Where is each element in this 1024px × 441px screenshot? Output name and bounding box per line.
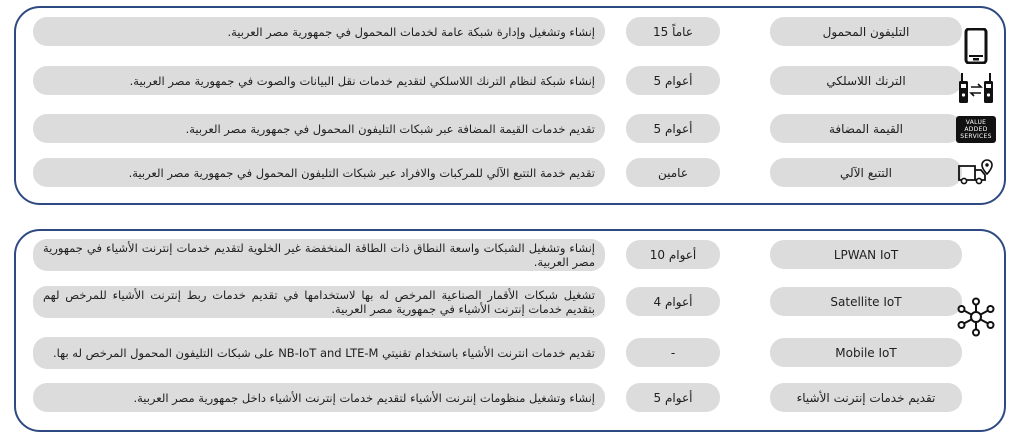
iot-service-duration: - [626,338,720,367]
iot-service-name: Mobile IoT [770,338,962,367]
mobile-phone-icon [953,26,999,66]
service-name: التتبع الآلي [770,158,962,187]
service-description: تقديم خدمات القيمة المضافة عبر شبكات التليفون المحمول في جمهورية مصر العربية. [33,114,605,143]
value-added-services-label: VALUE ADDED SERVICES [956,116,996,143]
iot-service-description: تشغيل شبكات الأقمار الصناعية المرخص له بها لاستخدامها في تقديم خدمات ربط إنترنت الأشياء للمرخص لهم بتقديم خدمات إنترنت الأشياء في جمهورية مصر العربية. [33,286,605,318]
iot-service-duration: 5 أعوام [626,383,720,412]
iot-service-name: LPWAN IoT [770,240,962,269]
iot-service-description: إنشاء وتشغيل الشبكات واسعة النطاق ذات الطاقة المنخفضة غير الخلوية لتقديم خدمات إنترنت الأشياء في جمهورية مصر العربية. [33,239,605,271]
value-added-services-icon [953,112,999,146]
walkie-talkie-icon [953,72,999,106]
iot-service-duration: 4 أعوام [626,287,720,316]
service-duration: عامين [626,158,720,187]
service-duration: 15 عاماً [626,17,720,46]
iot-service-description: تقديم خدمات انترنت الأشياء باستخدام تقنيتي NB-IoT and LTE-M على شبكات التليفون المحمول المرخص له بها. [33,337,605,369]
vehicle-tracking-icon [953,156,999,188]
service-name: التليفون المحمول [770,17,962,46]
iot-service-description: إنشاء وتشغيل منظومات إنترنت الأشياء لتقديم خدمات إنترنت الأشياء داخل جمهورية مصر العربية. [33,383,605,412]
iot-service-duration: 10 أعوام [626,240,720,269]
iot-service-name: Satellite IoT [770,287,962,316]
service-name: الترنك اللاسلكي [770,66,962,95]
iot-network-icon [953,296,999,338]
service-description: إنشاء وتشغيل وإدارة شبكة عامة لخدمات المحمول في جمهورية مصر العربية. [33,17,605,46]
service-description: إنشاء شبكة لنظام الترنك اللاسلكي لتقديم خدمات نقل البيانات والصوت في جمهورية مصر العربية. [33,66,605,95]
iot-service-name: تقديم خدمات إنترنت الأشياء [770,383,962,412]
service-name: القيمة المضافة [770,114,962,143]
service-description: تقديم خدمة التتبع الآلي للمركبات والافراد عبر شبكات التليفون المحمول في جمهورية مصر العربية. [33,158,605,187]
service-duration: 5 أعوام [626,66,720,95]
service-duration: 5 أعوام [626,114,720,143]
